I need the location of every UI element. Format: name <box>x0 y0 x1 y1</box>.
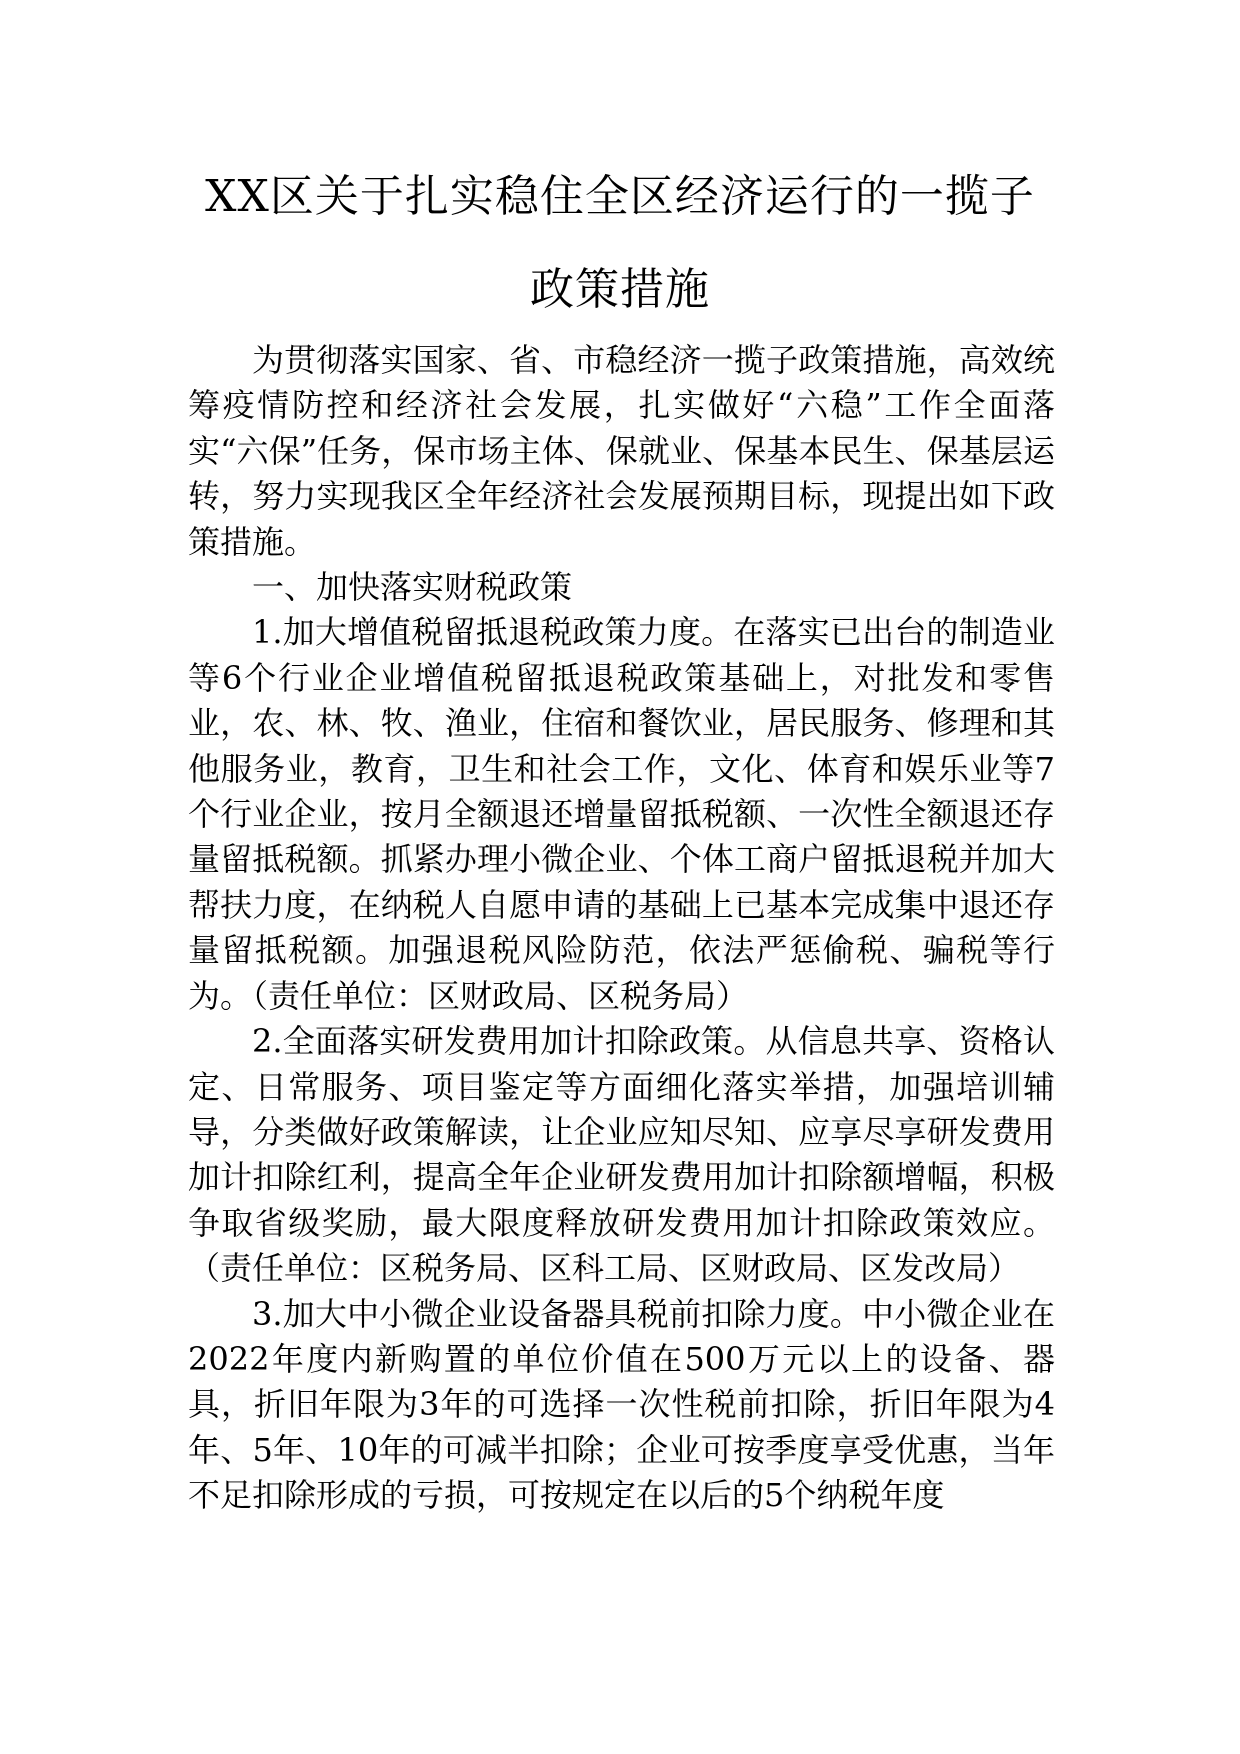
policy-item-3: 3.加大中小微企业设备器具税前扣除力度。中小微企业在2022年度内新购置的单位价值在500万元以上的设备、器具，折旧年限为3年的可选择一次性税前扣除，折旧年限为4年、5年、10年的可减半扣除；企业可按季度享受优惠，当年不足扣除形成的亏损，可按规定在以后的5个纳税年度 <box>188 1294 1055 1515</box>
document-title-line-2: 政策措施 <box>530 264 710 315</box>
section-heading: 一、加快落实财税政策 <box>252 568 573 607</box>
policy-item-2: 2.全面落实研发费用加计扣除政策。从信息共享、资格认定、日常服务、项目鉴定等方面细化落实举措，加强培训辅导，分类做好政策解读，让企业应知尽知、应享尽享研发费用加计扣除红利，提高全年企业研发费用加计扣除额增幅，积极争取省级奖励，最大限度释放研发费用加计扣除政策效应。（责任单位：区税务局、区科工局、区财政局、区发改局） <box>188 1022 1055 1288</box>
document-body <box>188 338 1055 1519</box>
intro-paragraph: 为贯彻落实国家、省、市稳经济一揽子政策措施，高效统筹疫情防控和经济社会发展，扎实做好“六稳”工作全面落实“六保”任务，保市场主体、保就业、保基本民生、保基层运转，努力实现我区全年经济社会发展预期目标，现提出如下政策措施。 <box>188 341 1055 561</box>
document-title-line-1: XX区关于扎实稳住全区经济运行的一揽子 <box>205 171 1035 222</box>
policy-item-1: 1.加大增值税留抵退税政策力度。在落实已出台的制造业等6个行业企业增值税留抵退税政策基础上，对批发和零售业，农、林、牧、渔业，住宿和餐饮业，居民服务、修理和其他服务业，教育，卫生和社会工作，文化、体育和娱乐业等7个行业企业，按月全额退还增量留抵税额、一次性全额退还存量留抵税额。抓紧办理小微企业、个体工商户留抵退税并加大帮扶力度，在纳税人自愿申请的基础上已基本完成集中退还存量留抵税额。加强退税风险防范，依法严惩偷税、骗税等行为。（责任单位：区财政局、区税务局） <box>188 613 1055 1015</box>
